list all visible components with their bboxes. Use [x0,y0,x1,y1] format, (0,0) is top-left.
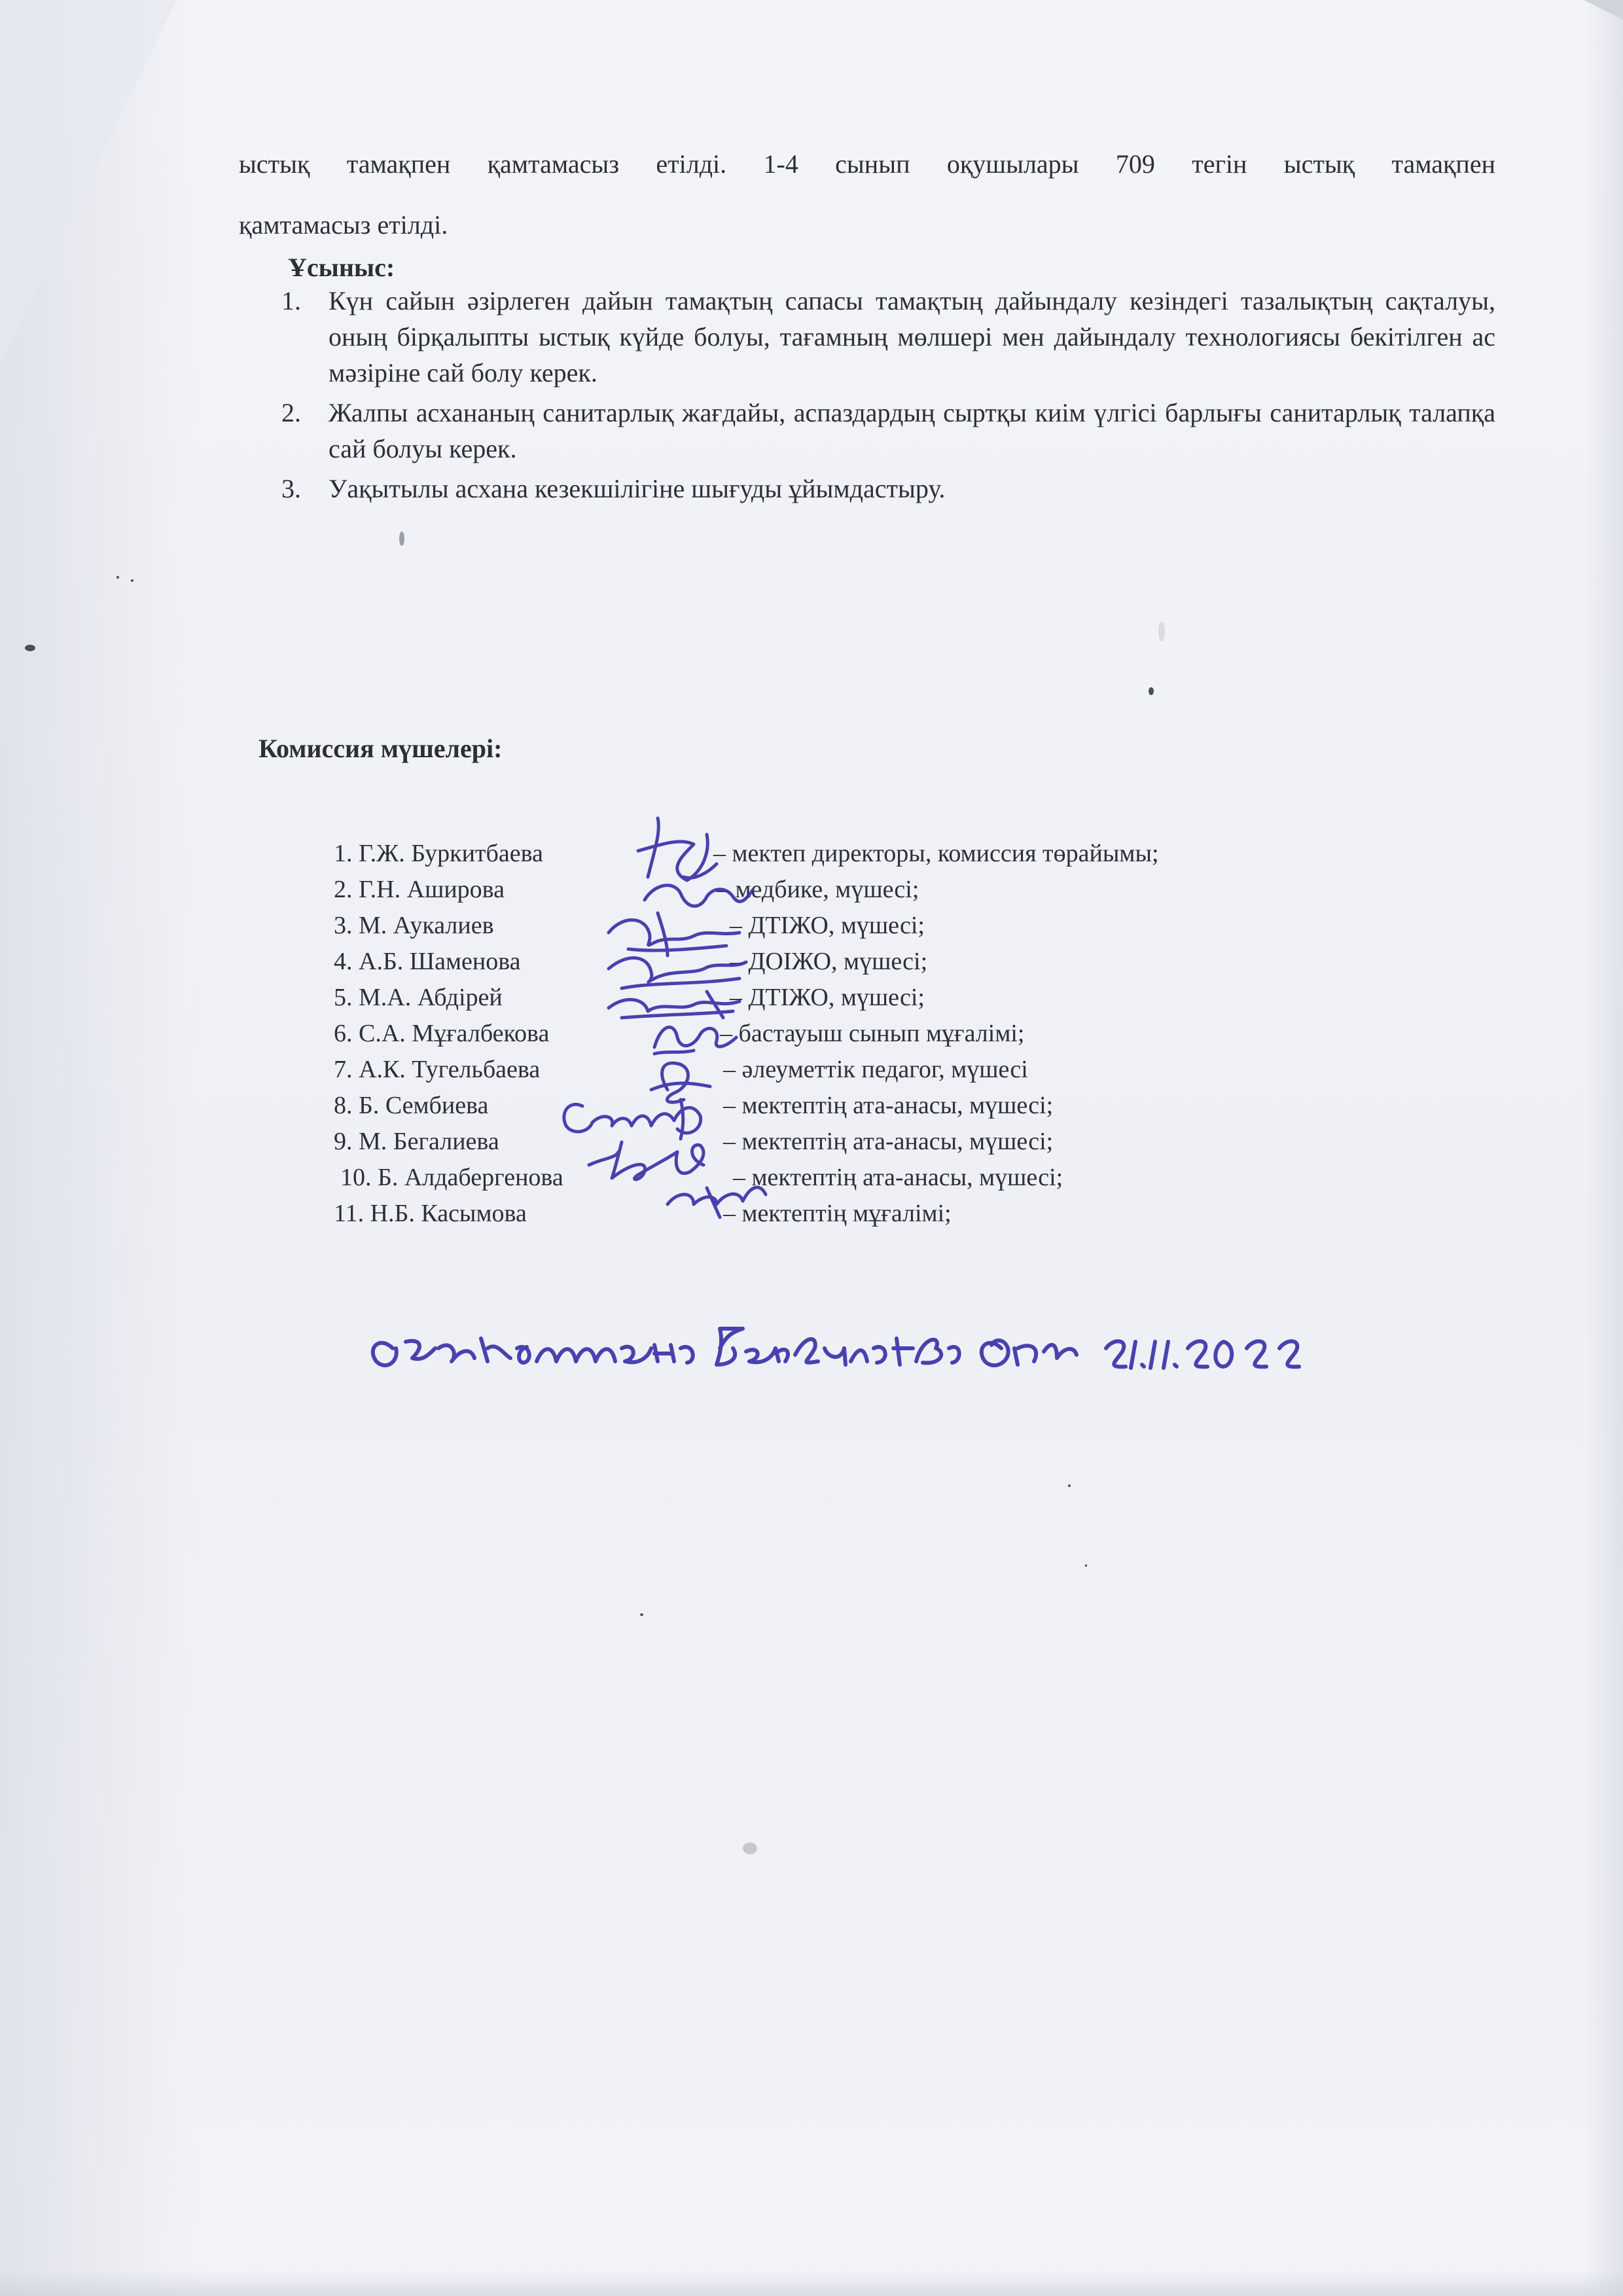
recommendation-text: Уақытылы асхана кезекшілігіне шығуды ұйымдастыру. [329,474,946,503]
recommendation-item [281,471,1495,507]
commission-heading: Комиссия мүшелері: [259,734,503,763]
member-role: – мектептің мұғалімі; [723,1200,952,1227]
recommendation-item [281,395,1495,467]
scan-bottom-edge [0,2270,1623,2296]
scan-speck [399,531,404,546]
member-role: – әлеуметтік педагог, мүшесі [723,1056,1028,1083]
scan-speck [131,579,134,582]
scan-speck [1068,1484,1071,1487]
member-role: – ДТІЖО, мүшесі; [730,984,925,1011]
member-role: – мектептің ата-анасы, мүшесі; [733,1164,1063,1191]
handwritten-note-ink [717,1329,959,1365]
member-role: – медбике, мүшесі; [717,876,919,903]
scan-speck [743,1842,757,1854]
recommendation-item [281,283,1495,391]
member-name: 1. Г.Ж. Буркитбаева [334,840,543,867]
member-name: 7. А.К. Тугельбаева [334,1056,541,1083]
scan-speck [1158,622,1165,641]
paragraph-line-2: қамтамасыз етілді. [239,210,448,240]
page-corner [1584,0,1623,20]
member-name: 11. Н.Б. Касымова [334,1200,527,1227]
member-name: 5. М.А. Абдірей [334,984,503,1011]
scan-speck [1085,1564,1087,1567]
scan-speck [25,645,35,651]
member-name: 2. Г.Н. Аширова [334,876,505,903]
scan-speck [116,576,119,579]
member-role: – бастауыш сынып мұғалімі; [720,1020,1025,1047]
recommendation-number: 3. [281,474,301,503]
recommendation-text: Күн сайын әзірлеген дайын тамақтың сапасы тамақтың дайындалу кезіндегі тазалықтың сақталуы, оның бірқалыпты ыстық күйде болуы, тағамның мөлшері мен дайындалу технологиясы бекітілген ас мәзіріне сай болу керек. [329,286,1495,387]
scan-speck [640,1613,643,1616]
scan-speck [1149,687,1154,695]
member-role: – мектеп директоры, комиссия төрайымы; [713,840,1159,867]
recommendation-text: Жалпы асхананың санитарлық жағдайы, аспаздардың сыртқы киім үлгісі барлығы санитарлық талапқа сай болуы керек. [329,398,1495,463]
handwritten-note-ink [1106,1341,1299,1368]
member-role: – ДОІЖО, мүшесі; [730,948,928,975]
member-name: 9. М. Бегалиева [334,1128,499,1155]
member-role: – мектептің ата-анасы, мүшесі; [723,1128,1054,1155]
member-name: 8. Б. Сембиева [334,1092,489,1119]
handwritten-note-ink [982,1340,1077,1365]
member-name: 6. С.А. Мұғалбекова [334,1020,550,1047]
paragraph-line-1: ыстық тамақпен қамтамасыз етілді. 1-4 сынып оқушылары 709 тегін ыстық тамақпен [239,149,1495,179]
member-name: 4. А.Б. Шаменова [334,948,521,975]
recommendations-heading: Ұсыныс: [288,253,395,282]
commission-members [0,834,1623,1253]
paper-fold-mark [0,0,177,367]
recommendation-number: 2. [281,398,301,427]
member-name: 3. М. Аукалиев [334,912,494,939]
member-name: 10. Б. Алдабергенова [340,1164,563,1191]
member-role: – ДТІЖО, мүшесі; [730,912,925,939]
handwritten-note-ink [373,1338,693,1365]
recommendation-number: 1. [281,286,301,315]
recommendations-list [281,283,1495,511]
member-role: – мектептің ата-анасы, мүшесі; [723,1092,1054,1119]
